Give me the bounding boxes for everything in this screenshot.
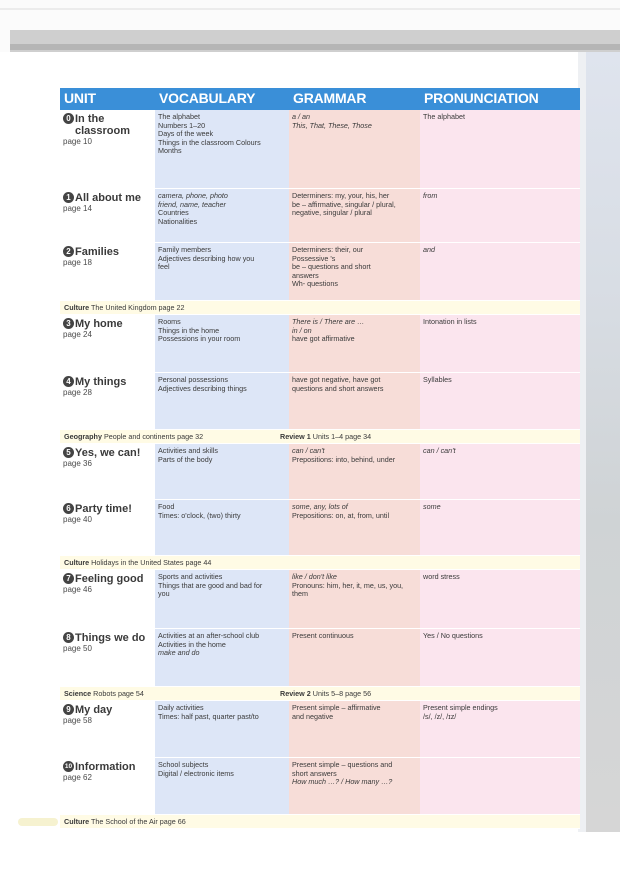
header-unit: UNIT [64, 90, 96, 106]
table-row [60, 315, 580, 373]
grammar-line: There is / There are … [292, 317, 365, 326]
grammar-line: Determiners: their, our [292, 245, 364, 254]
section-separator [60, 556, 580, 570]
unit-page-ref: page 24 [63, 330, 92, 339]
grammar-cell [289, 373, 420, 429]
table-header [60, 88, 580, 110]
unit-number-badge: 2 [63, 246, 74, 257]
vocabulary-cell [155, 701, 289, 757]
separator-label: Culture [64, 558, 90, 567]
separator-text: The School of the Air page 66 [91, 817, 186, 826]
section-separator [60, 430, 580, 444]
unit-page-ref: page 14 [63, 204, 92, 213]
grammar-line: Present simple – affirmative [292, 703, 381, 712]
grammar-cell [289, 110, 420, 188]
vocabulary-cell [155, 758, 289, 814]
grammar-line: Possessive 's [292, 253, 336, 263]
vocabulary-line: Activities at an after-school club [158, 631, 260, 640]
grammar-cell [289, 570, 420, 628]
vocabulary-line: The alphabet [158, 112, 200, 121]
separator-left [64, 815, 186, 828]
unit-number-badge: 3 [63, 318, 74, 329]
vocabulary-line: Parts of the body [158, 454, 213, 464]
pronunciation-cell [420, 758, 580, 814]
pronunciation-cell [420, 110, 580, 188]
unit-title [63, 113, 152, 137]
unit-number-badge: 4 [63, 376, 74, 387]
grammar-line: a / an [292, 112, 310, 121]
grammar-cell [289, 189, 420, 242]
unit-title [63, 503, 152, 515]
vocabulary-line: feel [158, 262, 170, 272]
vocabulary-line: Things in the classroom Colours [158, 137, 261, 147]
vocabulary-line: School subjects [158, 760, 209, 769]
grammar-line: Determiners: my, your, his, her [292, 191, 390, 200]
vocabulary-line: Adjectives describing how you [158, 253, 255, 263]
grammar-cell [289, 315, 420, 372]
vocabulary-line: Rooms [158, 317, 181, 326]
separator-left [64, 301, 185, 314]
separator-left [64, 556, 211, 569]
vocabulary-cell [155, 315, 289, 372]
unit-title-text: Party time! [75, 503, 132, 515]
vocabulary-line: Countries [158, 208, 189, 218]
grammar-line: be – questions and short [292, 262, 371, 272]
vocabulary-line: Numbers 1–20 [158, 120, 206, 130]
pronunciation-cell [420, 444, 580, 499]
vocabulary-line: make and do [158, 648, 200, 658]
pronunciation-line: Present simple endings [423, 703, 498, 712]
pronunciation-line: The alphabet [423, 112, 465, 121]
table-row [60, 444, 580, 500]
unit-title-text: Things we do [75, 632, 146, 644]
pronunciation-line: /s/, /z/, /ɪz/ [423, 711, 457, 721]
unit-cell [60, 629, 155, 686]
unit-cell [60, 701, 155, 757]
table-row [60, 110, 580, 189]
vocabulary-cell [155, 444, 289, 499]
unit-number-badge: 0 [63, 113, 74, 124]
unit-page-ref: page 28 [63, 388, 92, 397]
grammar-line: This, That, These, Those [292, 120, 372, 130]
vocabulary-cell [155, 243, 289, 300]
review-label: Review 1 [280, 432, 311, 441]
unit-title [63, 318, 152, 330]
unit-title-text: Yes, we can! [75, 447, 141, 459]
table-body [60, 110, 580, 829]
grammar-cell [289, 758, 420, 814]
vocabulary-line: Personal possessions [158, 375, 228, 384]
unit-page-ref: page 50 [63, 644, 92, 653]
grammar-line: can / can't [292, 446, 325, 455]
vocabulary-line: Activities in the home [158, 639, 226, 649]
unit-page-ref: page 46 [63, 585, 92, 594]
vocabulary-line: Things that are good and bad for [158, 580, 263, 590]
review-label: Review 2 [280, 689, 311, 698]
separator-text: Holidays in the United States page 44 [91, 558, 212, 567]
header-vocabulary: VOCABULARY [159, 90, 256, 106]
vocabulary-line: friend, name, teacher [158, 199, 226, 209]
unit-title-text: My day [75, 704, 113, 716]
grammar-line: be – affirmative, singular / plural, [292, 199, 396, 209]
pronunciation-line: some [423, 502, 441, 511]
grammar-line: Prepositions: on, at, from, until [292, 510, 390, 520]
separator-review [280, 687, 371, 700]
vocabulary-cell [155, 629, 289, 686]
page-mark [18, 818, 58, 826]
grammar-line: questions and short answers [292, 383, 384, 393]
grammar-cell [289, 500, 420, 555]
grammar-cell [289, 243, 420, 300]
grammar-cell [289, 444, 420, 499]
pronunciation-cell [420, 243, 580, 300]
separator-label: Culture [64, 817, 90, 826]
vocabulary-line: Times: half past, quarter past/to [158, 711, 259, 721]
vocabulary-line: Times: o'clock, (two) thirty [158, 510, 241, 520]
contents-table [60, 88, 580, 829]
table-row [60, 373, 580, 430]
grammar-line: Prepositions: into, behind, under [292, 454, 396, 464]
vocabulary-line: Days of the week [158, 129, 214, 139]
unit-title [63, 447, 152, 459]
vocabulary-line: Adjectives describing things [158, 383, 247, 393]
vocabulary-line: camera, phone, photo [158, 191, 228, 200]
table-row [60, 243, 580, 301]
vocabulary-cell [155, 110, 289, 188]
pronunciation-line: word stress [423, 572, 460, 581]
pronunciation-line: and [423, 245, 435, 254]
unit-title-text: In the classroom [75, 113, 131, 137]
unit-number-badge: 9 [63, 704, 74, 715]
pronunciation-line: Syllables [423, 375, 452, 384]
grammar-line: like / don't like [292, 572, 337, 581]
unit-number-badge: 10 [64, 763, 73, 770]
review-text: Units 1–4 page 34 [312, 432, 372, 441]
unit-title-text: My things [75, 376, 127, 388]
unit-title [63, 192, 152, 204]
vocabulary-line: Possessions in your room [158, 334, 241, 344]
pronunciation-cell [420, 315, 580, 372]
pronunciation-line: Intonation in lists [423, 317, 477, 326]
header-pronunciation: PRONUNCIATION [424, 90, 539, 106]
table-row [60, 701, 580, 758]
separator-text: People and continents page 32 [103, 432, 204, 441]
vocabulary-line: Sports and activities [158, 572, 223, 581]
separator-text: Robots page 54 [93, 689, 144, 698]
unit-cell [60, 373, 155, 429]
vocabulary-line: Months [158, 146, 182, 156]
unit-title-text: Feeling good [75, 573, 144, 585]
unit-title-text: Families [75, 246, 120, 258]
section-separator [60, 815, 580, 829]
unit-page-ref: page 18 [63, 258, 92, 267]
unit-title-text: My home [75, 318, 123, 330]
vocabulary-line: Things in the home [158, 325, 220, 335]
top-divider [0, 8, 620, 10]
unit-cell [60, 500, 155, 555]
grammar-line: in / on [292, 325, 312, 335]
table-row [60, 500, 580, 556]
unit-title [63, 573, 152, 585]
unit-page-ref: page 62 [63, 773, 92, 782]
grammar-cell [289, 701, 420, 757]
grammar-line: How much …? / How many …? [292, 777, 393, 787]
grammar-line: short answers [292, 768, 337, 778]
unit-title-text: Information [75, 761, 136, 773]
pronunciation-cell [420, 629, 580, 686]
grammar-line: Wh- questions [292, 279, 338, 289]
separator-label: Culture [64, 303, 90, 312]
page-edge-shadow [586, 52, 620, 832]
separator-review [280, 430, 371, 443]
vocabulary-line: Nationalities [158, 216, 198, 226]
review-text: Units 5–8 page 56 [312, 689, 372, 698]
unit-title-text: All about me [75, 192, 142, 204]
vocabulary-line: Daily activities [158, 703, 204, 712]
unit-page-ref: page 10 [63, 137, 92, 146]
table-row [60, 758, 580, 815]
unit-number-badge: 5 [63, 447, 74, 458]
grammar-line: Present continuous [292, 631, 354, 640]
separator-left [64, 687, 144, 700]
vocabulary-cell [155, 570, 289, 628]
unit-page-ref: page 36 [63, 459, 92, 468]
unit-title [63, 632, 152, 644]
separator-label: Science [64, 689, 92, 698]
unit-number-badge: 1 [63, 192, 74, 203]
separator-left [64, 430, 203, 443]
header-grammar: GRAMMAR [293, 90, 367, 106]
unit-cell [60, 189, 155, 242]
grammar-line: negative, singular / plural [292, 208, 372, 218]
separator-label: Geography [64, 432, 102, 441]
pronunciation-cell [420, 500, 580, 555]
scan-shadow-band-dark [10, 44, 620, 50]
pronunciation-line: Yes / No questions [423, 631, 483, 640]
unit-title [63, 246, 152, 258]
grammar-line: and negative [292, 711, 334, 721]
unit-title [63, 704, 152, 716]
grammar-line: some, any, lots of [292, 502, 348, 511]
pronunciation-line: from [423, 191, 438, 200]
section-separator [60, 687, 580, 701]
vocabulary-line: you [158, 589, 170, 599]
grammar-line: have got negative, have got [292, 375, 381, 384]
vocabulary-line: Food [158, 502, 175, 511]
unit-cell [60, 444, 155, 499]
table-row [60, 570, 580, 629]
unit-page-ref: page 40 [63, 515, 92, 524]
vocabulary-line: Family members [158, 245, 212, 254]
grammar-line: answers [292, 270, 319, 280]
pronunciation-cell [420, 189, 580, 242]
grammar-line: Present simple – questions and [292, 760, 393, 769]
pronunciation-cell [420, 570, 580, 628]
table-row [60, 189, 580, 243]
pronunciation-cell [420, 701, 580, 757]
section-separator [60, 301, 580, 315]
pronunciation-cell [420, 373, 580, 429]
grammar-cell [289, 629, 420, 686]
vocabulary-cell [155, 373, 289, 429]
table-row [60, 629, 580, 687]
unit-title [63, 376, 152, 388]
unit-cell [60, 758, 155, 814]
unit-number-badge: 7 [63, 573, 74, 584]
unit-title [63, 761, 152, 773]
vocabulary-cell [155, 189, 289, 242]
unit-number-badge: 8 [63, 632, 74, 643]
vocabulary-cell [155, 500, 289, 555]
unit-page-ref: page 58 [63, 716, 92, 725]
separator-text: The United Kingdom page 22 [91, 303, 185, 312]
unit-cell [60, 110, 155, 188]
unit-cell [60, 315, 155, 372]
unit-cell [60, 243, 155, 300]
unit-cell [60, 570, 155, 628]
unit-number-badge: 6 [63, 503, 74, 514]
grammar-line: them [292, 589, 308, 599]
grammar-line: have got affirmative [292, 334, 355, 344]
grammar-line: Pronouns: him, her, it, me, us, you, [292, 580, 404, 590]
vocabulary-line: Digital / electronic items [158, 768, 234, 778]
pronunciation-line: can / can't [423, 446, 456, 455]
vocabulary-line: Activities and skills [158, 446, 218, 455]
